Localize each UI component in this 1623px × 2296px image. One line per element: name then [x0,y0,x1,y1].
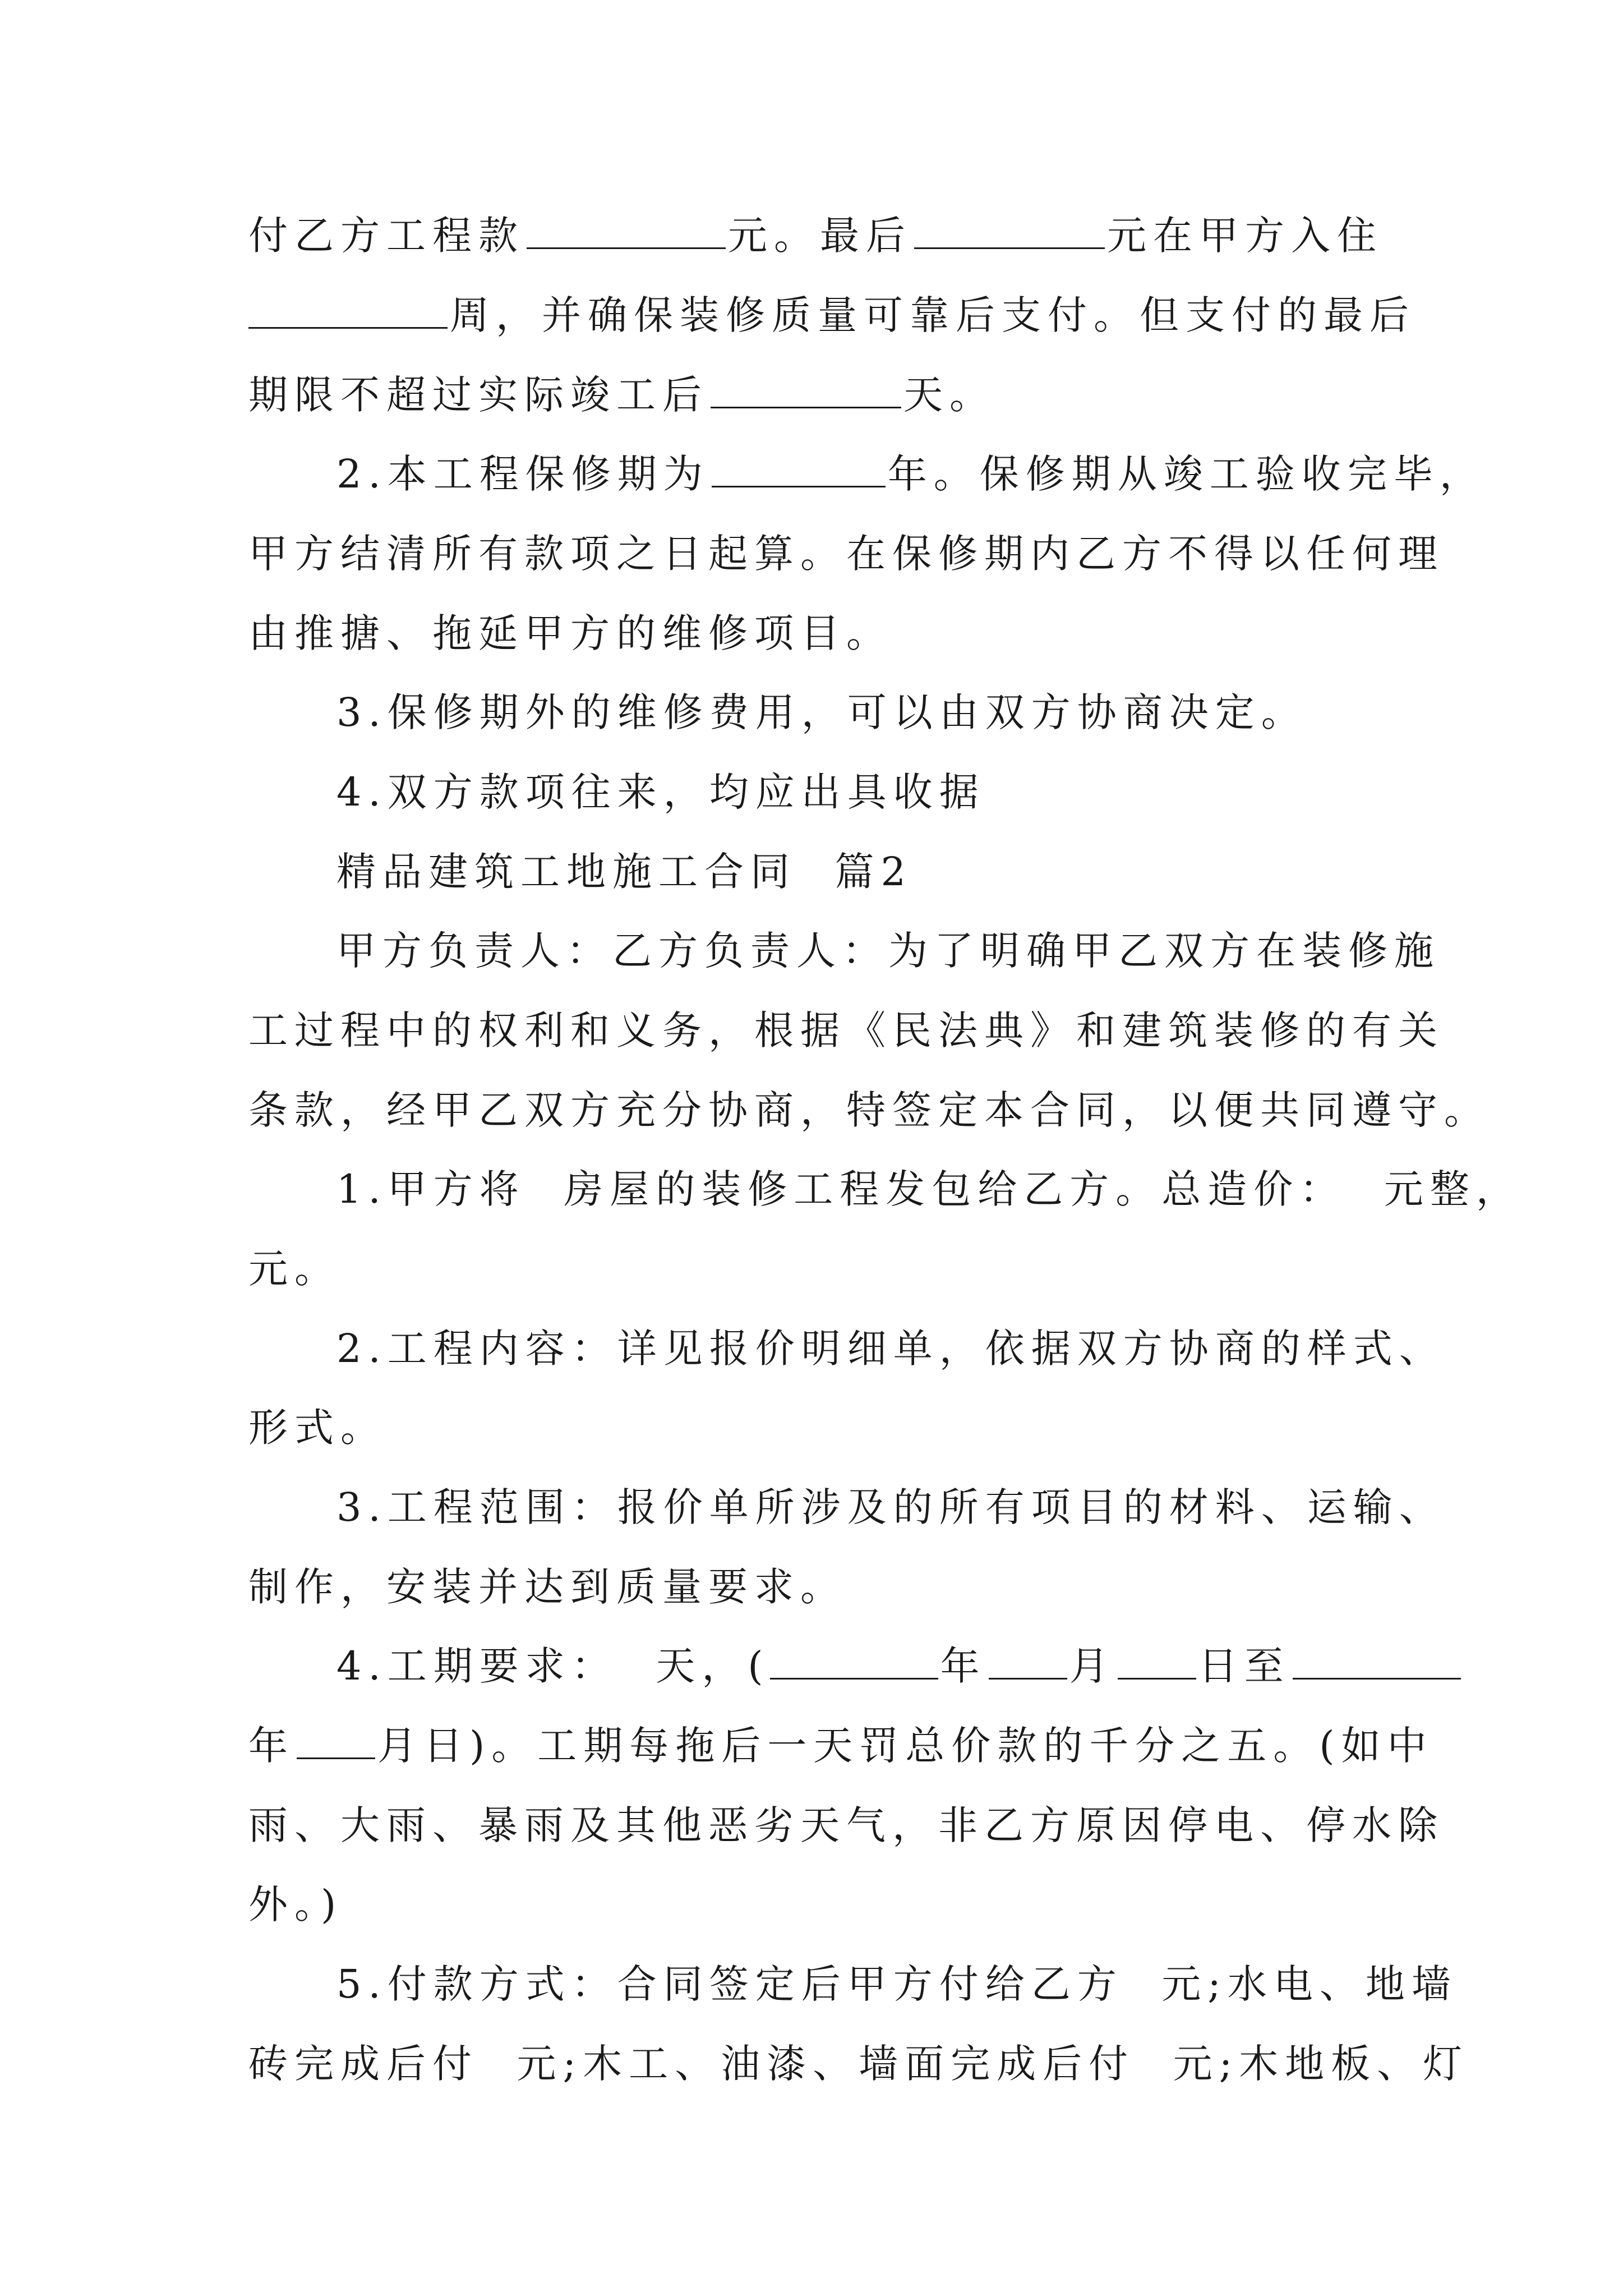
text-span: 付乙方工程款 [248,213,524,259]
text-span: 天。 [903,372,995,418]
text-span: 周，并确保装修质量可靠后支付。但支付的最后 [450,292,1415,338]
text-span: 年 [940,1643,986,1689]
fill-blank [248,290,448,329]
text-span: 年。保修期从竣工验收完毕， [887,451,1486,497]
text-line: 砖完成后付 元;木工、油漆、墙面完成后付 元;木地板、灯 [248,2041,1469,2087]
text-line: 1.甲方将 房屋的装修工程发包给乙方。总造价： 元整， [336,1166,1522,1212]
fill-blank [297,1720,375,1759]
text-line: 制作，安装并达到质量要求。 [248,1564,846,1610]
text-span: 年 [248,1723,294,1769]
text-line: 工过程中的权利和义务，根据《民法典》和建筑装修的有关 [248,1007,1444,1053]
text-line: 4.双方款项往来，均应出具收据 [336,769,985,815]
text-span: 月 [1069,1643,1115,1689]
text-line: 条款，经甲乙双方充分协商，特签定本合同，以便共同遵守。 [248,1087,1490,1133]
text-line: 甲方负责人：乙方负责人：为了明确甲乙双方在装修施 [336,928,1440,974]
fill-blank [989,1641,1067,1680]
text-line: 3.工程范围：报价单所涉及的所有项目的材料、运输、 [336,1484,1445,1530]
text-line: 外。) [248,1881,343,1927]
text-line: 2.工程内容：详见报价明细单，依据双方协商的样式、 [336,1326,1445,1372]
fill-blank [1118,1641,1196,1680]
fill-blank [770,1641,938,1680]
text-line [248,208,1383,264]
fill-blank [1293,1641,1461,1680]
text-line: 雨、大雨、暴雨及其他恶劣天气，非乙方原因停电、停水除 [248,1802,1444,1848]
text-span: 期限不超过实际竣工后 [248,372,708,418]
text-line [336,446,1486,502]
text-line [248,367,995,423]
text-line [248,1718,1433,1774]
text-span: 2.本工程保修期为 [336,451,709,497]
fill-blank [914,210,1105,249]
text-line: 形式。 [248,1405,386,1451]
text-line: 3.保修期外的维修费用，可以由双方协商决定。 [336,689,1307,735]
text-span: 元。最后 [728,213,912,259]
text-line: 5.付款方式：合同签定后甲方付给乙方 元;水电、地墙 [336,1961,1458,2007]
text-line: 由推搪、拖延甲方的维修项目。 [248,610,892,656]
fill-blank [712,449,886,487]
text-line [248,287,1415,343]
fill-blank [527,210,726,249]
text-line: 甲方结清所有款项之日起算。在保修期内乙方不得以任何理 [248,531,1444,577]
text-span: 日至 [1198,1643,1290,1689]
text-span: 4.工期要求： 天，( [336,1643,770,1689]
fill-blank [711,370,901,408]
text-line: 元。 [248,1246,340,1292]
text-span: 元在甲方入住 [1107,213,1383,259]
section-heading: 精品建筑工地施工合同 篇2 [336,849,913,895]
text-span: 月日)。工期每拖后一天罚总价款的千分之五。(如中 [377,1723,1433,1769]
text-line [336,1638,1463,1694]
